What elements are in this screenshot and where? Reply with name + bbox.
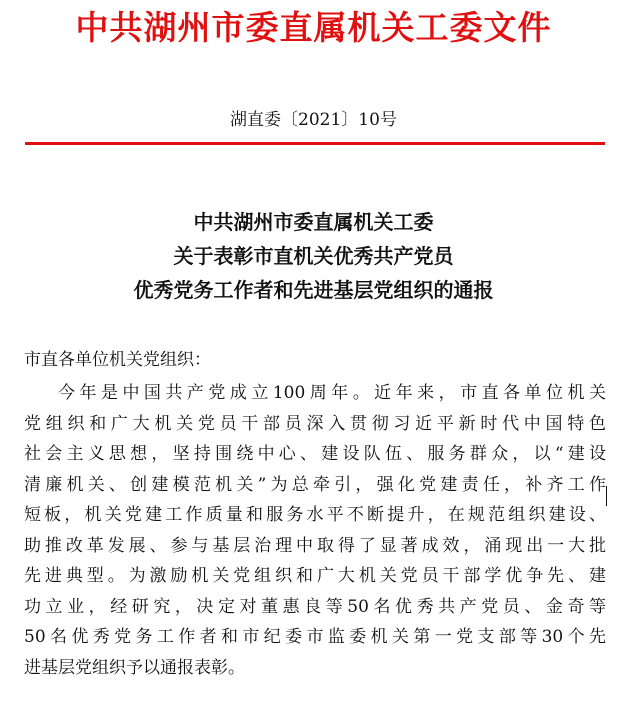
- document-masthead: 中共湖州市委直属机关工委文件: [75, 8, 552, 47]
- body-line: 功立业，经研究，决定对董惠良等50名优秀共产党员、金奇等: [24, 596, 606, 617]
- body-line: 今年是中国共产党成立100周年。近年来，市直各单位机关: [58, 383, 606, 403]
- body-line: 社会主义思想，坚持围绕中心、建设队伍、服务群众，以“建设: [24, 444, 606, 464]
- body-line: 进基层党组织予以通报表彰。: [24, 657, 245, 678]
- body-line: 先进典型。为激励机关党组织和广大机关党员干部学优争先、建: [24, 566, 606, 586]
- salutation: 市直各单位机关党组织：: [24, 350, 211, 370]
- text-cursor: [606, 486, 607, 506]
- notice-title-line: 关于表彰市直机关优秀共产党员: [173, 244, 454, 268]
- notice-title-line: 中共湖州市委直属机关工委: [193, 210, 434, 234]
- notice-title-line: 优秀党务工作者和先进基层党组织的通报: [133, 278, 494, 302]
- notice-title: [0, 205, 627, 307]
- header-divider: [25, 142, 605, 145]
- body-line: 50名优秀党务工作者和市纪委市监委机关第一党支部等30个先: [24, 627, 606, 647]
- body-paragraph[interactable]: [24, 378, 606, 683]
- body-line: 助推改革发展、参与基层治理中取得了显著成效，涌现出一大批: [24, 535, 606, 556]
- document-number: 湖直委〔2021〕10号: [230, 110, 397, 130]
- body-line: 党组织和广大机关党员干部员深入贯彻习近平新时代中国特色: [24, 413, 606, 434]
- body-line: 短板，机关党建工作质量和服务水平不断提升，在规范组织建设、: [24, 505, 606, 525]
- body-line: 清廉机关、创建模范机关”为总牵引，强化党建责任，补齐工作: [24, 474, 606, 495]
